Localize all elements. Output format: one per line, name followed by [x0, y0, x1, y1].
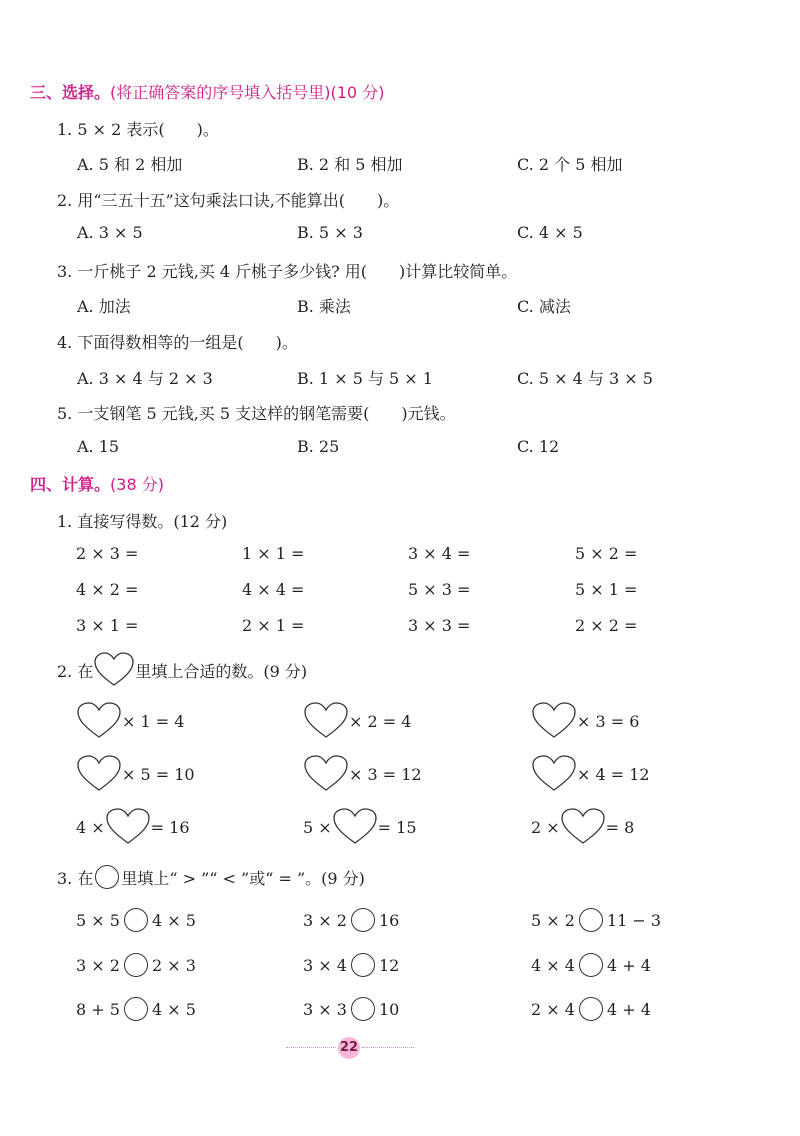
- compare-r3-c1: [76, 997, 196, 1021]
- compare-r2-c2: [303, 953, 399, 977]
- compare-left: 3 × 2: [76, 955, 120, 975]
- q2-option-c: C. 4 × 5: [517, 223, 583, 242]
- section3-title: 三、选择。: [30, 83, 111, 102]
- q1-option-b: B. 2 和 5 相加: [297, 155, 403, 174]
- heart-eq-pre: 4 ×: [76, 817, 105, 837]
- calc-r3-c3: 3 × 3 =: [408, 616, 471, 635]
- heart-eq-text: = 8: [605, 817, 635, 837]
- heart-eq-r3-c1: [76, 808, 190, 846]
- compare-left: 4 × 4: [531, 955, 575, 975]
- heart-eq-text: = 15: [377, 817, 417, 837]
- heart-eq-r1-c3: [531, 702, 639, 740]
- section4-note: (38 分): [110, 475, 164, 494]
- compare-r1-c1: [76, 908, 196, 932]
- compare-circle-blank[interactable]: [351, 997, 375, 1021]
- q5-option-c: C. 12: [517, 437, 560, 456]
- question-3: 3. 一斤桃子 2 元钱,买 4 斤桃子多少钱? 用( )计算比较简单。: [57, 262, 518, 281]
- footer-rule-left: [286, 1047, 336, 1048]
- compare-r1-c3: [531, 908, 661, 932]
- heart-blank-icon[interactable]: [560, 808, 606, 846]
- heart-blank-icon[interactable]: [76, 755, 122, 793]
- calc-r3-c2: 2 × 1 =: [242, 616, 305, 635]
- heart-eq-r1-c1: [76, 702, 184, 740]
- calc-r2-c3: 5 × 3 =: [408, 580, 471, 599]
- section4-heading: [30, 472, 164, 495]
- compare-left: 3 × 2: [303, 910, 347, 930]
- q5-option-b: B. 25: [297, 437, 340, 456]
- calc-r1-c3: 3 × 4 =: [408, 544, 471, 563]
- part1-title: 1. 直接写得数。(12 分): [57, 512, 228, 531]
- heart-blank-icon[interactable]: [303, 755, 349, 793]
- compare-right: 11 − 3: [606, 910, 662, 930]
- compare-r2-c1: [76, 953, 196, 977]
- calc-r1-c1: 2 × 3 =: [76, 544, 139, 563]
- question-1: 1. 5 × 2 表示( )。: [57, 120, 219, 139]
- calc-r3-c4: 2 × 2 =: [575, 616, 638, 635]
- part3-title-post: 里填上“ > ”“ < ”或“ = ”。(9 分): [121, 868, 365, 888]
- q3-option-a: A. 加法: [77, 297, 131, 316]
- compare-circle-blank[interactable]: [124, 908, 148, 932]
- compare-left: 8 + 5: [76, 999, 120, 1019]
- compare-r2-c3: [531, 953, 651, 977]
- compare-circle-blank[interactable]: [351, 953, 375, 977]
- heart-eq-text: = 16: [150, 817, 190, 837]
- part3-title-pre: 3. 在: [57, 868, 94, 888]
- heart-eq-pre: 2 ×: [531, 817, 560, 837]
- compare-r3-c2: [303, 997, 399, 1021]
- heart-blank-icon[interactable]: [76, 702, 122, 740]
- compare-circle-blank[interactable]: [579, 953, 603, 977]
- q1-option-a: A. 5 和 2 相加: [77, 155, 183, 174]
- compare-right: 12: [378, 955, 400, 975]
- section4-title: 四、计算。: [30, 475, 111, 494]
- heart-blank-icon[interactable]: [531, 755, 577, 793]
- heart-icon: [93, 652, 135, 688]
- compare-left: 5 × 5: [76, 910, 120, 930]
- page-number: 22: [338, 1037, 360, 1059]
- compare-r1-c2: [303, 908, 399, 932]
- heart-eq-text: × 5 = 10: [122, 764, 195, 784]
- calc-r2-c2: 4 × 4 =: [242, 580, 305, 599]
- calc-r2-c1: 4 × 2 =: [76, 580, 139, 599]
- section3-heading: [30, 80, 384, 103]
- heart-blank-icon[interactable]: [105, 808, 151, 846]
- compare-circle-blank[interactable]: [124, 997, 148, 1021]
- q4-option-b: B. 1 × 5 与 5 × 1: [297, 369, 433, 388]
- section3-note: (将正确答案的序号填入括号里)(10 分): [110, 83, 385, 102]
- compare-right: 4 × 5: [151, 999, 196, 1019]
- calc-r1-c4: 5 × 2 =: [575, 544, 638, 563]
- compare-right: 16: [378, 910, 400, 930]
- q3-option-c: C. 减法: [517, 297, 571, 316]
- heart-eq-text: × 2 = 4: [349, 711, 412, 731]
- compare-circle-blank[interactable]: [124, 953, 148, 977]
- compare-right: 2 × 3: [151, 955, 196, 975]
- compare-left: 3 × 3: [303, 999, 347, 1019]
- part3-title: [57, 865, 365, 889]
- compare-left: 2 × 4: [531, 999, 575, 1019]
- compare-right: 4 + 4: [606, 955, 651, 975]
- question-5: 5. 一支钢笔 5 元钱,买 5 支这样的钢笔需要( )元钱。: [57, 404, 456, 423]
- q4-option-a: A. 3 × 4 与 2 × 3: [77, 369, 213, 388]
- heart-eq-r3-c2: [303, 808, 417, 846]
- compare-left: 5 × 2: [531, 910, 575, 930]
- compare-circle-blank[interactable]: [579, 997, 603, 1021]
- part2-title-post: 里填上合适的数。(9 分): [135, 661, 308, 681]
- q1-option-c: C. 2 个 5 相加: [517, 155, 623, 174]
- question-4: 4. 下面得数相等的一组是( )。: [57, 333, 298, 352]
- q3-option-b: B. 乘法: [297, 297, 351, 316]
- q5-option-a: A. 15: [77, 437, 120, 456]
- q2-option-b: B. 5 × 3: [297, 223, 363, 242]
- compare-right: 4 + 4: [606, 999, 651, 1019]
- heart-eq-pre: 5 ×: [303, 817, 332, 837]
- q2-option-a: A. 3 × 5: [77, 223, 143, 242]
- heart-blank-icon[interactable]: [332, 808, 378, 846]
- heart-eq-text: × 3 = 6: [577, 711, 640, 731]
- footer-rule-right: [362, 1047, 414, 1048]
- compare-right: 10: [378, 999, 400, 1019]
- heart-eq-r1-c2: [303, 702, 411, 740]
- compare-left: 3 × 4: [303, 955, 347, 975]
- compare-circle-blank[interactable]: [579, 908, 603, 932]
- heart-eq-r3-c3: [531, 808, 634, 846]
- question-2: 2. 用“三五十五”这句乘法口诀,不能算出( )。: [57, 191, 400, 210]
- heart-blank-icon[interactable]: [531, 702, 577, 740]
- calc-r3-c1: 3 × 1 =: [76, 616, 139, 635]
- compare-right: 4 × 5: [151, 910, 196, 930]
- heart-eq-r2-c3: [531, 755, 650, 793]
- compare-circle-blank[interactable]: [351, 908, 375, 932]
- part2-title: [57, 652, 307, 688]
- calc-r1-c2: 1 × 1 =: [242, 544, 305, 563]
- heart-eq-text: × 3 = 12: [349, 764, 422, 784]
- calc-r2-c4: 5 × 1 =: [575, 580, 638, 599]
- q4-option-c: C. 5 × 4 与 3 × 5: [517, 369, 653, 388]
- heart-blank-icon[interactable]: [303, 702, 349, 740]
- heart-eq-text: × 4 = 12: [577, 764, 650, 784]
- heart-eq-r2-c1: [76, 755, 195, 793]
- part2-title-pre: 2. 在: [57, 661, 94, 681]
- heart-eq-text: × 1 = 4: [122, 711, 185, 731]
- heart-eq-r2-c2: [303, 755, 422, 793]
- circle-icon: [95, 865, 119, 889]
- compare-r3-c3: [531, 997, 651, 1021]
